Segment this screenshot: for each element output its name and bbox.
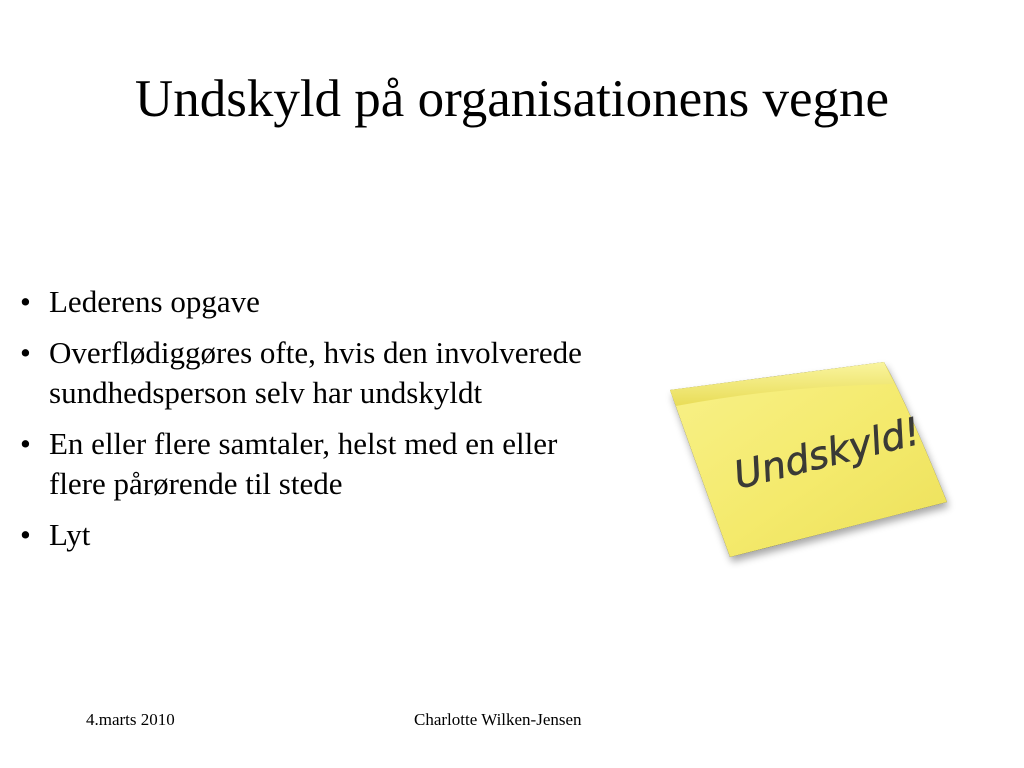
footer-date: 4.marts 2010 [86, 710, 175, 729]
footer-author: Charlotte Wilken-Jensen [414, 710, 582, 729]
bullet-item [20, 515, 590, 555]
sticky-note-image [662, 350, 962, 570]
bullet-item [20, 333, 590, 413]
bullet-text: Overflødiggøres ofte, hvis den involverede sundhedsperson selv har undskyldt [49, 335, 582, 410]
bullet-dot: • [20, 426, 31, 461]
bullet-text: Lyt [49, 517, 91, 552]
bullet-dot: • [20, 517, 31, 552]
bullet-text: En eller flere samtaler, helst med en eller flere pårørende til stede [49, 426, 558, 501]
bullet-list [20, 282, 590, 566]
sticky-note-graphic [662, 350, 962, 570]
bullet-item [20, 282, 590, 322]
sticky-note-text: Undskyld! [729, 408, 925, 498]
bullet-item [20, 424, 590, 504]
bullet-dot: • [20, 284, 31, 319]
slide-title: Undskyld på organisationens vegne [134, 70, 890, 128]
bullet-text: Lederens opgave [49, 284, 260, 319]
bullet-dot: • [20, 335, 31, 370]
